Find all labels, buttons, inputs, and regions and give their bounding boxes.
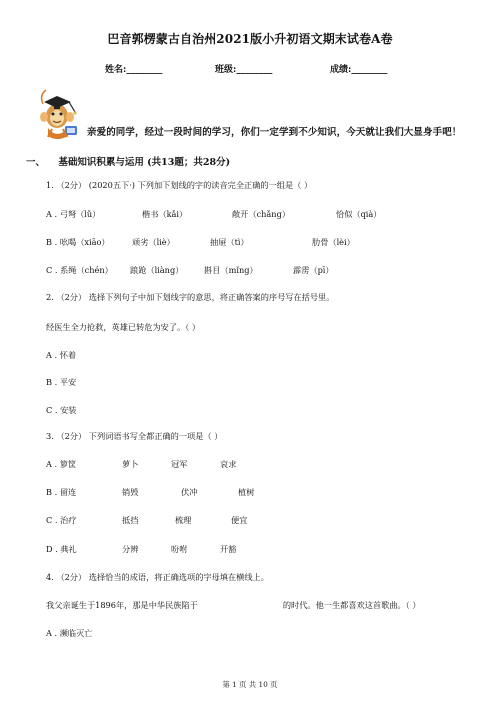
- q2-option-a: A . 怀着: [46, 350, 77, 360]
- q1-option-c-4: 霹雳（pī）: [293, 265, 334, 275]
- section-number: 一、: [26, 157, 46, 168]
- question-1: 1. （2分） (2020五下·) 下列加下划线的字的读音完全正确的一组是（ ）: [46, 180, 313, 190]
- question-3: 3. （2分） 下列词语书写全都正确的一项是（ ）: [46, 431, 223, 441]
- question-4-sentence-right: 的时代。他一生都喜欢这首歌曲。（ ）: [282, 600, 421, 610]
- question-4-sentence: [46, 601, 421, 611]
- q3-option-a-2: 萝卜: [122, 459, 139, 469]
- q1-option-c-2: 踉跄（liàng）: [130, 265, 184, 275]
- q3-option-d-3: 吩咐: [171, 544, 188, 554]
- q1-option-b: B . 吆喝（xiāo）: [46, 237, 110, 247]
- q3-option-d-4: 开豁: [220, 544, 237, 554]
- q1-option-c: C . 系绳（chén）: [46, 265, 113, 275]
- question-2: 2. （2分） 选择下列句子中加下划线字的意思，将正确答案的序号写在括号里。: [46, 292, 335, 302]
- q3-option-a: A . 箩筐: [46, 459, 77, 469]
- section-header: [26, 154, 230, 168]
- question-3-options-a: [46, 460, 466, 472]
- q3-option-a-3: 冠军: [171, 459, 188, 469]
- q3-option-c-2: 抵挡: [122, 515, 139, 525]
- q3-option-a-4: 哀求: [220, 459, 237, 469]
- section-title: 基础知识积累与运用 (共13题；共28分): [58, 157, 231, 168]
- q1-option-a-3: 敞开（chǎng）: [232, 209, 291, 219]
- q3-option-b-4: 植树: [238, 487, 255, 497]
- q3-option-b-3: 伏冲: [181, 487, 198, 497]
- question-3-options-d: [46, 545, 466, 557]
- q1-option-b-3: 抽屉（tì）: [210, 237, 249, 247]
- greeting-text: 亲爱的同学，经过一段时间的学习，你们一定学到不少知识，今天就让我们大显身手吧！: [87, 127, 462, 138]
- q3-option-d: D . 典礼: [46, 544, 77, 554]
- q1-option-b-4: 肋骨（lèi）: [312, 237, 355, 247]
- q1-option-a-2: 楷书（kǎi）: [142, 209, 188, 219]
- q1-option-a: A . 弓弩（lǔ）: [46, 209, 101, 219]
- q3-option-b-2: 销毁: [122, 487, 139, 497]
- q3-option-c-3: 梳理: [175, 515, 192, 525]
- q2-option-b: B . 平安: [46, 377, 77, 387]
- q4-option-a: A . 濒临灭亡: [46, 628, 93, 638]
- question-3-options-c: [46, 516, 466, 528]
- question-1-options-c: [46, 266, 466, 278]
- class-field: 班级:________: [215, 65, 273, 75]
- q3-option-c-4: 便宜: [231, 515, 248, 525]
- question-1-options-a: [46, 210, 466, 222]
- q1-option-c-3: 斟目（mǐng）: [204, 265, 258, 275]
- question-4-sentence-left: 我父亲诞生于1896年，那是中华民族陷于: [46, 600, 198, 610]
- score-field: 成绩:________: [330, 65, 388, 75]
- exam-title: 巴音郭楞蒙古自治州2021版小升初语文期末试卷A卷: [107, 32, 393, 46]
- question-4: 4. （2分） 选择恰当的成语，将正确选项的字母填在横线上。: [46, 572, 269, 582]
- q3-option-c: C . 治疗: [46, 515, 77, 525]
- q1-option-a-4: 恰似（qià）: [336, 209, 382, 219]
- question-3-options-b: [46, 488, 466, 500]
- question-1-options-b: [46, 238, 466, 250]
- mascot-icon: [34, 86, 90, 142]
- page-footer: 第 1 页 共 10 页: [222, 680, 278, 689]
- q3-option-d-2: 分辨: [122, 544, 139, 554]
- question-2-sentence: 经医生全力抢救，英雄已转危为安了。（ ）: [46, 322, 201, 332]
- q2-option-c: C . 安装: [46, 405, 77, 415]
- name-field: 姓名:________: [105, 65, 163, 75]
- q3-option-b: B . 留连: [46, 487, 77, 497]
- q1-option-b-2: 顽劣（liè）: [132, 237, 175, 247]
